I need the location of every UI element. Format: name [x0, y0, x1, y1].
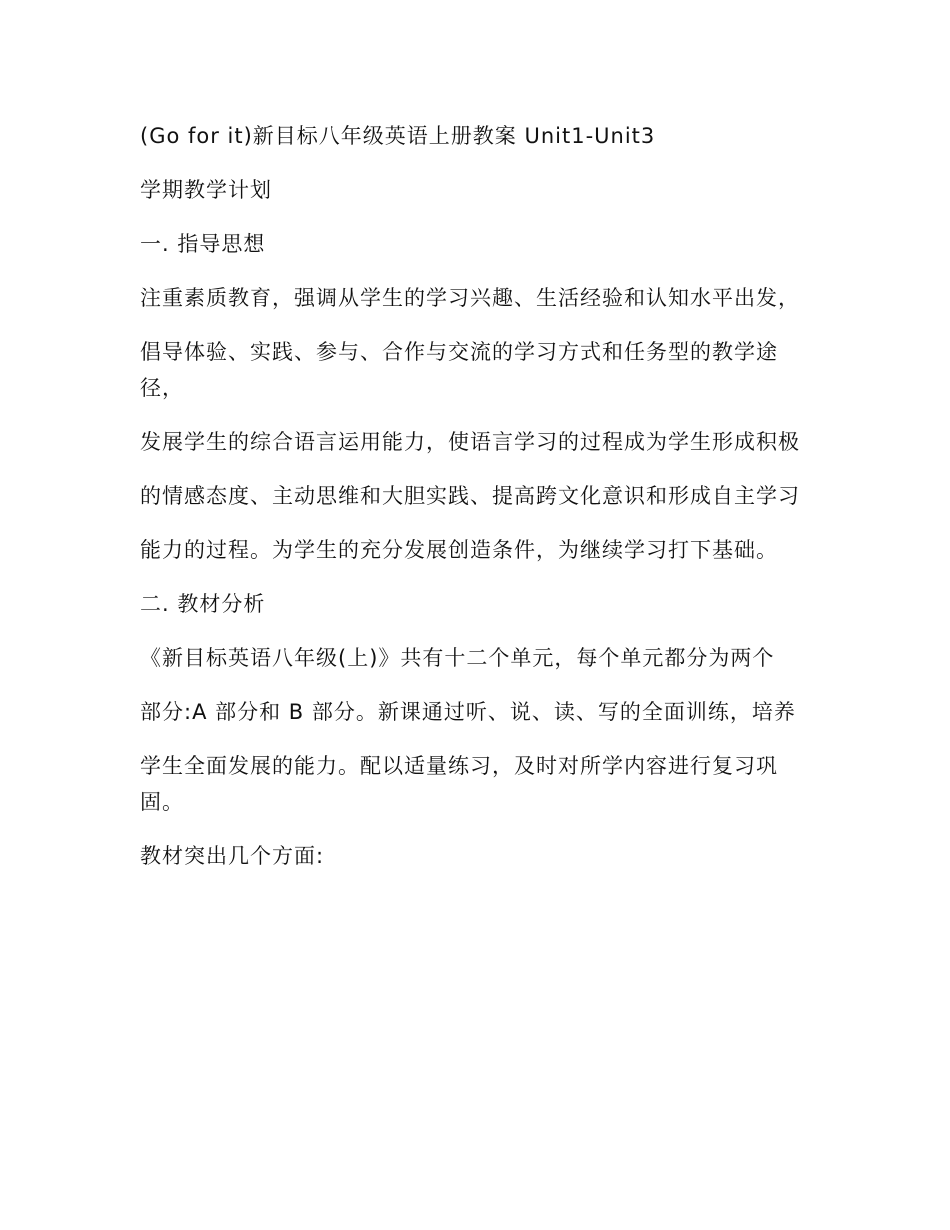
- document-body: [140, 118, 805, 892]
- paragraph: 的情感态度、主动思维和大胆实践、提高跨文化意识和形成自主学习: [140, 484, 800, 508]
- paragraph: 注重素质教育，强调从学生的学习兴趣、生活经验和认知水平出发，: [140, 286, 800, 310]
- section-heading-textbook-analysis: 二. 教材分析: [140, 592, 266, 616]
- paragraph: 倡导体验、实践、参与、合作与交流的学习方式和任务型的教学途径，: [140, 340, 778, 400]
- paragraph: 部分:A 部分和 B 部分。新课通过听、说、读、写的全面训练，培养: [140, 700, 796, 724]
- paragraph: 学生全面发展的能力。配以适量练习，及时对所学内容进行复习巩固。: [140, 754, 778, 814]
- document-subtitle: 学期教学计划: [140, 178, 272, 202]
- document-title: (Go for it)新目标八年级英语上册教案 Unit1-Unit3: [140, 124, 656, 148]
- paragraph: 教材突出几个方面:: [140, 844, 325, 868]
- paragraph: 《新目标英语八年级(上)》共有十二个单元，每个单元都分为两个: [140, 646, 775, 670]
- section-heading-guiding-thought: 一. 指导思想: [140, 232, 266, 256]
- paragraph: 能力的过程。为学生的充分发展创造条件，为继续学习打下基础。: [140, 538, 778, 562]
- paragraph: 发展学生的综合语言运用能力，使语言学习的过程成为学生形成积极: [140, 430, 800, 454]
